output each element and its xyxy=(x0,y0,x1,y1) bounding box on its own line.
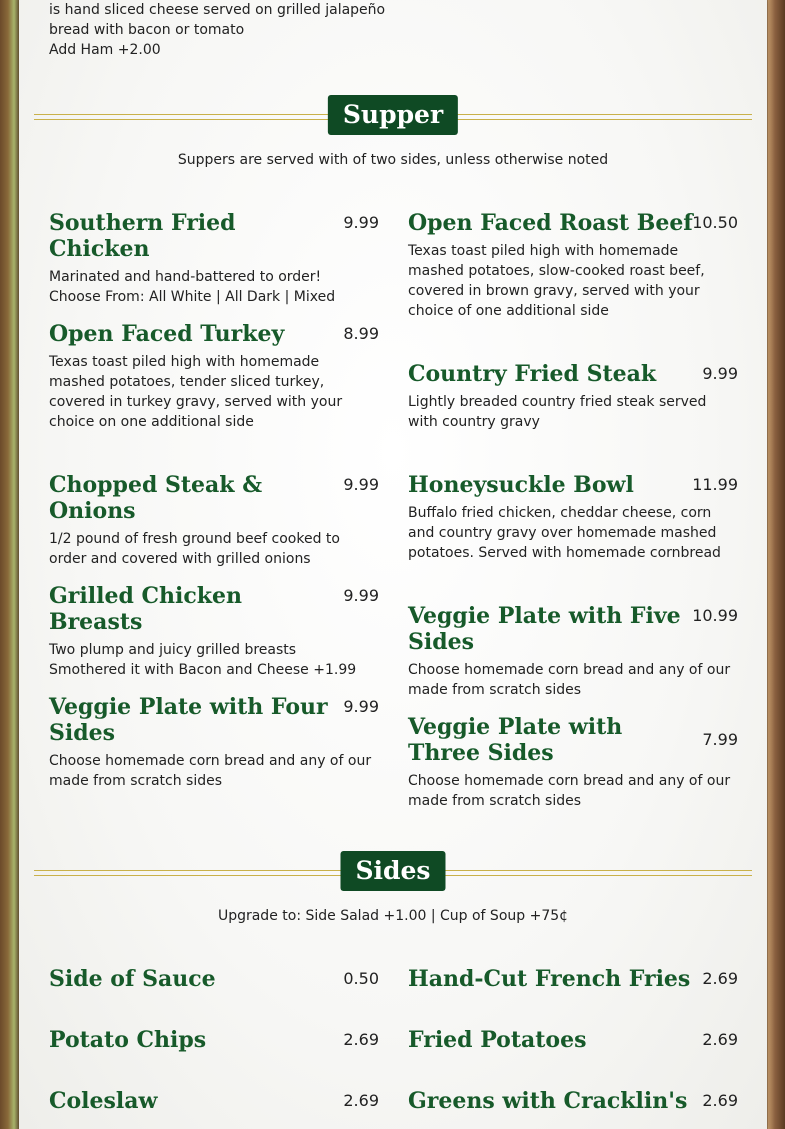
item-price: 2.69 xyxy=(343,1091,379,1110)
item-name: Side of Sauce xyxy=(49,966,216,992)
item-price: 7.99 xyxy=(702,730,738,749)
item-name: Veggie Plate with Five Sides xyxy=(408,603,681,655)
item-name: Veggie Plate with Three Sides xyxy=(408,714,623,766)
section-note: Upgrade to: Side Salad +1.00 | Cup of Soup +75¢ xyxy=(217,908,569,924)
section-note: Suppers are served with of two sides, unless otherwise noted xyxy=(177,152,609,168)
item-description: 1/2 pound of fresh ground beef cooked to order and covered with grilled onions xyxy=(49,531,340,567)
item-price: 10.50 xyxy=(692,213,738,232)
item-name: Greens with Cracklin's xyxy=(408,1088,688,1114)
menu-item xyxy=(49,1088,379,1114)
desc-line: Marinated and hand-battered to order! xyxy=(49,269,322,285)
intro-description xyxy=(49,0,389,60)
menu-item xyxy=(49,1027,379,1053)
menu-item xyxy=(49,694,379,791)
menu-item xyxy=(408,1027,738,1053)
sides-header xyxy=(34,851,752,891)
menu-item xyxy=(49,583,379,680)
intro-line: Add Ham +2.00 xyxy=(49,42,161,58)
item-description: Texas toast piled high with homemade mashed potatoes, slow-cooked roast beef, covered in brown gravy, served with your choice of one additional side xyxy=(408,243,705,319)
desc-line: Choose From: All White | All Dark | Mixed xyxy=(49,289,336,305)
menu-item xyxy=(408,361,738,432)
item-price: 2.69 xyxy=(343,1030,379,1049)
item-price: 9.99 xyxy=(343,586,379,605)
menu-item xyxy=(49,472,379,569)
menu-item xyxy=(49,966,379,992)
menu-item xyxy=(49,321,379,432)
item-name: Open Faced Roast Beef xyxy=(408,210,693,236)
item-name: Honeysuckle Bowl xyxy=(408,472,634,498)
menu-item xyxy=(408,210,738,321)
item-price: 9.99 xyxy=(343,213,379,232)
item-name: Grilled Chicken Breasts xyxy=(49,583,242,635)
intro-line: is hand sliced cheese served on grilled jalapeño xyxy=(49,2,386,18)
intro-line: bread with bacon or tomato xyxy=(49,22,245,38)
item-description xyxy=(49,267,379,307)
item-price: 2.69 xyxy=(702,1030,738,1049)
item-name: Open Faced Turkey xyxy=(49,321,285,347)
item-name: Southern Fried Chicken xyxy=(49,210,236,262)
item-price: 0.50 xyxy=(343,969,379,988)
item-description: Lightly breaded country fried steak served with country gravy xyxy=(408,394,707,430)
menu-item xyxy=(408,966,738,992)
supper-header xyxy=(34,95,752,135)
item-price: 8.99 xyxy=(343,324,379,343)
item-name: Coleslaw xyxy=(49,1088,158,1114)
item-name: Veggie Plate with Four Sides xyxy=(49,694,328,746)
menu-item xyxy=(408,472,738,563)
item-description xyxy=(49,640,379,680)
section-title: Sides xyxy=(340,851,445,891)
item-price: 2.69 xyxy=(702,969,738,988)
item-price: 10.99 xyxy=(692,606,738,625)
menu-item xyxy=(408,603,738,700)
item-description: Choose homemade corn bread and any of our made from scratch sides xyxy=(49,753,372,789)
item-price: 11.99 xyxy=(692,475,738,494)
item-price: 9.99 xyxy=(702,364,738,383)
section-title: Supper xyxy=(328,95,458,135)
item-price: 9.99 xyxy=(343,697,379,716)
item-name: Fried Potatoes xyxy=(408,1027,587,1053)
desc-line: Smothered it with Bacon and Cheese +1.99 xyxy=(49,662,357,678)
item-description: Choose homemade corn bread and any of our made from scratch sides xyxy=(408,662,731,698)
menu-item xyxy=(49,210,379,307)
item-name: Chopped Steak & Onions xyxy=(49,472,263,524)
item-name: Potato Chips xyxy=(49,1027,207,1053)
item-name: Country Fried Steak xyxy=(408,361,657,387)
item-name: Hand-Cut French Fries xyxy=(408,966,691,992)
item-description: Buffalo fried chicken, cheddar cheese, corn and country gravy over homemade mashed potatoes. Served with homemade cornbread xyxy=(408,505,721,561)
item-price: 9.99 xyxy=(343,475,379,494)
menu-item xyxy=(408,1088,738,1114)
item-price: 2.69 xyxy=(702,1091,738,1110)
item-description: Choose homemade corn bread and any of our made from scratch sides xyxy=(408,773,731,809)
desc-line: Two plump and juicy grilled breasts xyxy=(49,642,297,658)
menu-item xyxy=(408,714,738,811)
item-description: Texas toast piled high with homemade mashed potatoes, tender sliced turkey, covered in turkey gravy, served with your choice on one additional side xyxy=(49,354,343,430)
